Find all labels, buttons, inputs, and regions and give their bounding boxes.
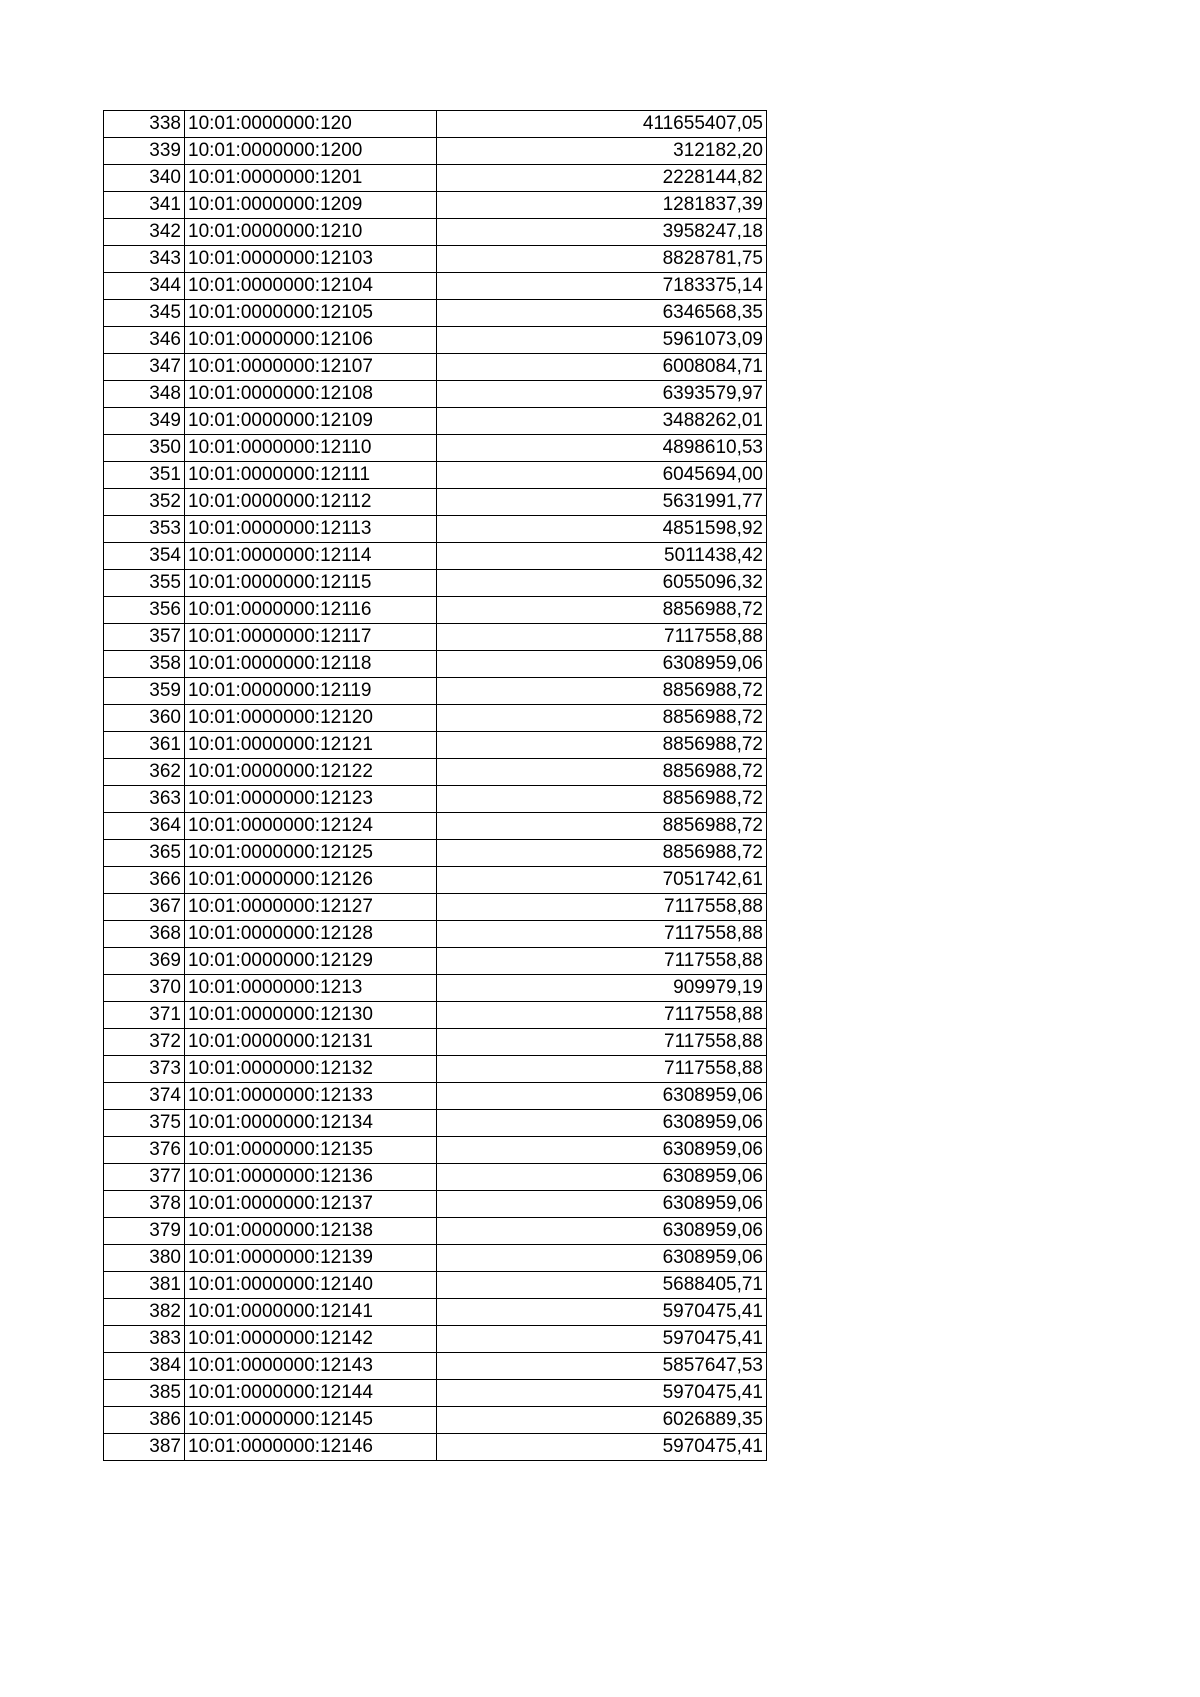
row-number-cell: 384: [104, 1353, 185, 1380]
value-cell: 6308959,06: [437, 1110, 767, 1137]
value-cell: 6008084,71: [437, 354, 767, 381]
table-row: [104, 327, 767, 354]
cadastral-number-cell: 10:01:0000000:12108: [185, 381, 437, 408]
value-cell: 7117558,88: [437, 948, 767, 975]
table-row: [104, 543, 767, 570]
row-number-cell: 355: [104, 570, 185, 597]
row-number-cell: 374: [104, 1083, 185, 1110]
value-cell: 5970475,41: [437, 1380, 767, 1407]
cadastral-number-cell: 10:01:0000000:12106: [185, 327, 437, 354]
cadastral-number-cell: 10:01:0000000:12109: [185, 408, 437, 435]
value-cell: 4851598,92: [437, 516, 767, 543]
cadastral-number-cell: 10:01:0000000:1200: [185, 138, 437, 165]
row-number-cell: 385: [104, 1380, 185, 1407]
row-number-cell: 360: [104, 705, 185, 732]
row-number-cell: 345: [104, 300, 185, 327]
value-cell: 909979,19: [437, 975, 767, 1002]
table-row: [104, 597, 767, 624]
value-cell: 7117558,88: [437, 1002, 767, 1029]
table-row: [104, 786, 767, 813]
value-cell: 5970475,41: [437, 1434, 767, 1461]
cadastral-number-cell: 10:01:0000000:12132: [185, 1056, 437, 1083]
table-row: [104, 192, 767, 219]
row-number-cell: 375: [104, 1110, 185, 1137]
table-row: [104, 1272, 767, 1299]
table-row: [104, 1002, 767, 1029]
row-number-cell: 373: [104, 1056, 185, 1083]
value-cell: 1281837,39: [437, 192, 767, 219]
table-row: [104, 651, 767, 678]
cadastral-number-cell: 10:01:0000000:1209: [185, 192, 437, 219]
value-cell: 3488262,01: [437, 408, 767, 435]
cadastral-number-cell: 10:01:0000000:12105: [185, 300, 437, 327]
table-row: [104, 1110, 767, 1137]
value-cell: 5631991,77: [437, 489, 767, 516]
value-cell: 5970475,41: [437, 1299, 767, 1326]
table-row: [104, 705, 767, 732]
table-row: [104, 1164, 767, 1191]
table-row: [104, 354, 767, 381]
cadastral-number-cell: 10:01:0000000:12123: [185, 786, 437, 813]
row-number-cell: 371: [104, 1002, 185, 1029]
value-cell: 6393579,97: [437, 381, 767, 408]
row-number-cell: 379: [104, 1218, 185, 1245]
table-row: [104, 462, 767, 489]
row-number-cell: 363: [104, 786, 185, 813]
cadastral-number-cell: 10:01:0000000:12144: [185, 1380, 437, 1407]
cadastral-number-cell: 10:01:0000000:12139: [185, 1245, 437, 1272]
row-number-cell: 347: [104, 354, 185, 381]
cadastral-number-cell: 10:01:0000000:12129: [185, 948, 437, 975]
table-row: [104, 111, 767, 138]
value-cell: 6308959,06: [437, 1083, 767, 1110]
table-row: [104, 1191, 767, 1218]
row-number-cell: 353: [104, 516, 185, 543]
cadastral-number-cell: 10:01:0000000:12118: [185, 651, 437, 678]
table-row: [104, 678, 767, 705]
value-cell: 6026889,35: [437, 1407, 767, 1434]
cadastral-number-cell: 10:01:0000000:120: [185, 111, 437, 138]
value-cell: 8856988,72: [437, 597, 767, 624]
row-number-cell: 352: [104, 489, 185, 516]
value-cell: 7117558,88: [437, 894, 767, 921]
table-row: [104, 1299, 767, 1326]
row-number-cell: 359: [104, 678, 185, 705]
cadastral-number-cell: 10:01:0000000:12112: [185, 489, 437, 516]
cadastral-number-cell: 10:01:0000000:12113: [185, 516, 437, 543]
row-number-cell: 362: [104, 759, 185, 786]
table-row: [104, 408, 767, 435]
value-cell: 6308959,06: [437, 651, 767, 678]
table-row: [104, 489, 767, 516]
cadastral-number-cell: 10:01:0000000:12126: [185, 867, 437, 894]
value-cell: 4898610,53: [437, 435, 767, 462]
row-number-cell: 356: [104, 597, 185, 624]
value-cell: 6308959,06: [437, 1218, 767, 1245]
cadastral-number-cell: 10:01:0000000:12122: [185, 759, 437, 786]
cadastral-number-cell: 10:01:0000000:12124: [185, 813, 437, 840]
row-number-cell: 378: [104, 1191, 185, 1218]
value-cell: 8856988,72: [437, 732, 767, 759]
table-row: [104, 840, 767, 867]
value-cell: 7117558,88: [437, 1029, 767, 1056]
table-row: [104, 1326, 767, 1353]
value-cell: 7117558,88: [437, 1056, 767, 1083]
row-number-cell: 357: [104, 624, 185, 651]
value-cell: 8856988,72: [437, 840, 767, 867]
value-cell: 6308959,06: [437, 1191, 767, 1218]
row-number-cell: 368: [104, 921, 185, 948]
cadastral-number-cell: 10:01:0000000:12116: [185, 597, 437, 624]
cadastral-number-cell: 10:01:0000000:12115: [185, 570, 437, 597]
table-row: [104, 1083, 767, 1110]
value-cell: 7051742,61: [437, 867, 767, 894]
cadastral-number-cell: 10:01:0000000:12117: [185, 624, 437, 651]
cadastral-number-cell: 10:01:0000000:12141: [185, 1299, 437, 1326]
value-cell: 411655407,05: [437, 111, 767, 138]
cadastral-number-cell: 10:01:0000000:12127: [185, 894, 437, 921]
table-row: [104, 732, 767, 759]
table-row: [104, 1353, 767, 1380]
row-number-cell: 348: [104, 381, 185, 408]
row-number-cell: 377: [104, 1164, 185, 1191]
cadastral-number-cell: 10:01:0000000:12140: [185, 1272, 437, 1299]
table-row: [104, 1245, 767, 1272]
table-row: [104, 867, 767, 894]
cadastral-number-cell: 10:01:0000000:12135: [185, 1137, 437, 1164]
row-number-cell: 361: [104, 732, 185, 759]
cadastral-number-cell: 10:01:0000000:12138: [185, 1218, 437, 1245]
value-cell: 2228144,82: [437, 165, 767, 192]
row-number-cell: 370: [104, 975, 185, 1002]
cadastral-number-cell: 10:01:0000000:12107: [185, 354, 437, 381]
table-row: [104, 219, 767, 246]
row-number-cell: 387: [104, 1434, 185, 1461]
cadastral-number-cell: 10:01:0000000:12111: [185, 462, 437, 489]
table-row: [104, 1056, 767, 1083]
row-number-cell: 344: [104, 273, 185, 300]
row-number-cell: 367: [104, 894, 185, 921]
table-row: [104, 435, 767, 462]
row-number-cell: 386: [104, 1407, 185, 1434]
table-row: [104, 138, 767, 165]
table-row: [104, 624, 767, 651]
cadastral-number-cell: 10:01:0000000:12142: [185, 1326, 437, 1353]
value-cell: 5961073,09: [437, 327, 767, 354]
cadastral-number-cell: 10:01:0000000:12121: [185, 732, 437, 759]
row-number-cell: 383: [104, 1326, 185, 1353]
value-cell: 6045694,00: [437, 462, 767, 489]
row-number-cell: 350: [104, 435, 185, 462]
value-cell: 7117558,88: [437, 624, 767, 651]
cadastral-number-cell: 10:01:0000000:12110: [185, 435, 437, 462]
value-cell: 5857647,53: [437, 1353, 767, 1380]
value-cell: 7117558,88: [437, 921, 767, 948]
row-number-cell: 342: [104, 219, 185, 246]
table-row: [104, 1434, 767, 1461]
cadastral-number-cell: 10:01:0000000:12120: [185, 705, 437, 732]
row-number-cell: 343: [104, 246, 185, 273]
value-cell: 8856988,72: [437, 678, 767, 705]
table-row: [104, 948, 767, 975]
table-row: [104, 570, 767, 597]
value-cell: 8828781,75: [437, 246, 767, 273]
table-row: [104, 894, 767, 921]
cadastral-number-cell: 10:01:0000000:12128: [185, 921, 437, 948]
value-cell: 3958247,18: [437, 219, 767, 246]
data-table: [103, 110, 767, 1461]
table-body: [104, 111, 767, 1461]
row-number-cell: 369: [104, 948, 185, 975]
row-number-cell: 380: [104, 1245, 185, 1272]
row-number-cell: 358: [104, 651, 185, 678]
row-number-cell: 340: [104, 165, 185, 192]
table-row: [104, 1407, 767, 1434]
table-row: [104, 1029, 767, 1056]
row-number-cell: 382: [104, 1299, 185, 1326]
cadastral-number-cell: 10:01:0000000:12125: [185, 840, 437, 867]
value-cell: 6308959,06: [437, 1164, 767, 1191]
cadastral-number-cell: 10:01:0000000:1213: [185, 975, 437, 1002]
table-row: [104, 975, 767, 1002]
cadastral-number-cell: 10:01:0000000:12134: [185, 1110, 437, 1137]
row-number-cell: 376: [104, 1137, 185, 1164]
row-number-cell: 365: [104, 840, 185, 867]
cadastral-number-cell: 10:01:0000000:12145: [185, 1407, 437, 1434]
row-number-cell: 349: [104, 408, 185, 435]
cadastral-number-cell: 10:01:0000000:12136: [185, 1164, 437, 1191]
value-cell: 5011438,42: [437, 543, 767, 570]
value-cell: 5970475,41: [437, 1326, 767, 1353]
table-row: [104, 1137, 767, 1164]
table-row: [104, 246, 767, 273]
value-cell: 8856988,72: [437, 705, 767, 732]
row-number-cell: 338: [104, 111, 185, 138]
row-number-cell: 364: [104, 813, 185, 840]
table-row: [104, 1218, 767, 1245]
row-number-cell: 341: [104, 192, 185, 219]
table-row: [104, 273, 767, 300]
cadastral-number-cell: 10:01:0000000:12104: [185, 273, 437, 300]
value-cell: 6055096,32: [437, 570, 767, 597]
row-number-cell: 346: [104, 327, 185, 354]
cadastral-number-cell: 10:01:0000000:12143: [185, 1353, 437, 1380]
table-row: [104, 921, 767, 948]
cadastral-number-cell: 10:01:0000000:12137: [185, 1191, 437, 1218]
cadastral-number-cell: 10:01:0000000:12131: [185, 1029, 437, 1056]
value-cell: 6308959,06: [437, 1245, 767, 1272]
table-row: [104, 1380, 767, 1407]
cadastral-number-cell: 10:01:0000000:12130: [185, 1002, 437, 1029]
value-cell: 8856988,72: [437, 786, 767, 813]
value-cell: 5688405,71: [437, 1272, 767, 1299]
table-row: [104, 759, 767, 786]
value-cell: 6308959,06: [437, 1137, 767, 1164]
table-row: [104, 813, 767, 840]
table-row: [104, 381, 767, 408]
cadastral-number-cell: 10:01:0000000:12133: [185, 1083, 437, 1110]
value-cell: 7183375,14: [437, 273, 767, 300]
row-number-cell: 381: [104, 1272, 185, 1299]
value-cell: 312182,20: [437, 138, 767, 165]
value-cell: 6346568,35: [437, 300, 767, 327]
row-number-cell: 339: [104, 138, 185, 165]
table-row: [104, 165, 767, 192]
table-row: [104, 516, 767, 543]
row-number-cell: 372: [104, 1029, 185, 1056]
cadastral-number-cell: 10:01:0000000:12119: [185, 678, 437, 705]
cadastral-number-cell: 10:01:0000000:12103: [185, 246, 437, 273]
row-number-cell: 351: [104, 462, 185, 489]
value-cell: 8856988,72: [437, 813, 767, 840]
cadastral-number-cell: 10:01:0000000:12114: [185, 543, 437, 570]
cadastral-number-cell: 10:01:0000000:12146: [185, 1434, 437, 1461]
value-cell: 8856988,72: [437, 759, 767, 786]
row-number-cell: 354: [104, 543, 185, 570]
cadastral-number-cell: 10:01:0000000:1210: [185, 219, 437, 246]
row-number-cell: 366: [104, 867, 185, 894]
table-row: [104, 300, 767, 327]
cadastral-number-cell: 10:01:0000000:1201: [185, 165, 437, 192]
